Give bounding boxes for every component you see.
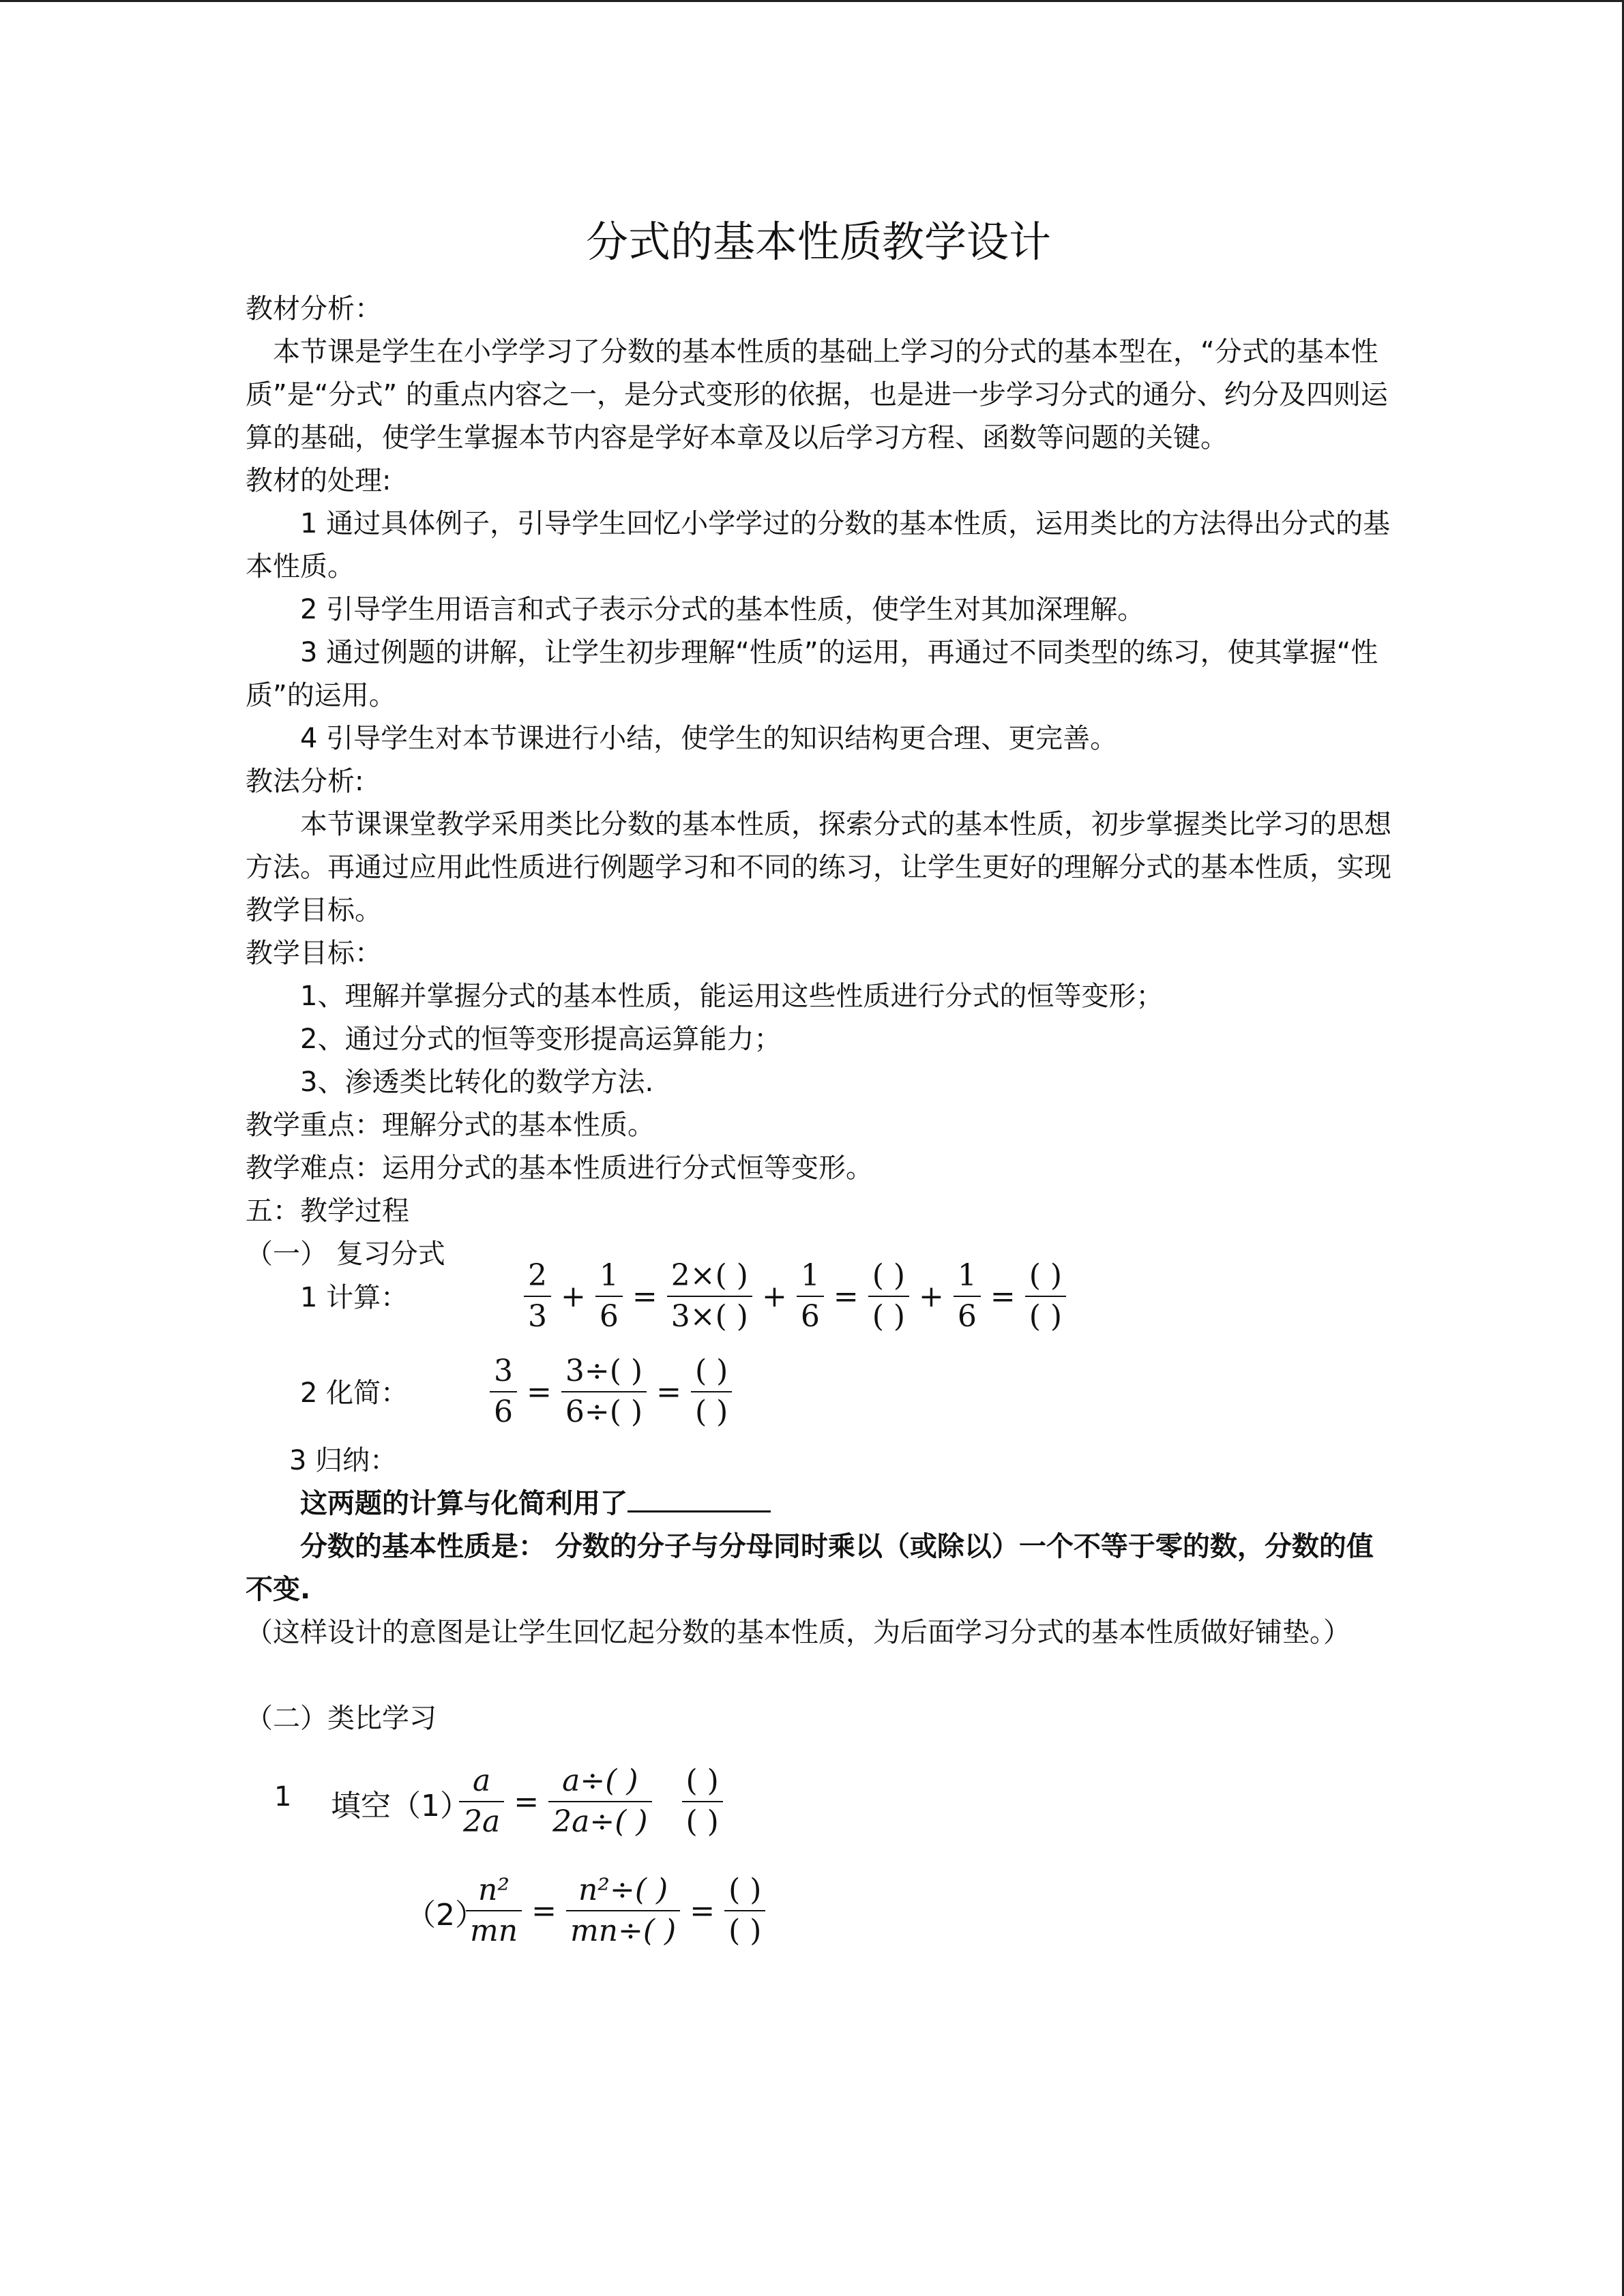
induction-label: 3 归纳： (289, 1445, 398, 1476)
fraction: $\frac{( )}{( )}$ (691, 1352, 732, 1432)
page-top-border (0, 0, 1624, 2)
answer-blank (628, 1483, 771, 1512)
section-heading-method-analysis: 教法分析: (246, 766, 364, 797)
induction-question: 这两题的计算与化简利用了 (246, 1482, 1391, 1525)
material-handling-item: 4 引导学生对本节课进行小结，使学生的知识结构更合理、更完善。 (300, 723, 1118, 754)
fraction-property-statement: 分数的基本性质是： 分数的分子与分母同时乘以（或除以）一个不等于零的数，分数的值不变. (246, 1531, 1374, 1605)
objective-item: 2、通过分式的恒等变形提高运算能力； (300, 1024, 782, 1055)
fraction: $\frac{a\div( )}{2a\div( )}$ (548, 1761, 651, 1842)
method-analysis-text: 本节课课堂教学采用类比分数的基本性质，探索分式的基本性质，初步掌握类比学习的思想方法。再通过应用此性质进行例题学习和不同的练习，让学生更好的理解分式的基本性质，实现教学目标。 (246, 809, 1391, 926)
fill-equation-2: $\frac{\text{n²}}{mn}$ = $\frac{\text{n²÷( )}}{mn\div( )}$ = $\frac{( )}{( )}$ (460, 1863, 771, 1958)
fill-exercise-1 (246, 1754, 1391, 1849)
fill-equation-1: $\frac{a}{2a}$ = $\frac{a\div( )}{2a\div( )}$ $\frac{( )}{( )}$ (454, 1754, 728, 1849)
exercise-number: 1 (274, 1781, 292, 1813)
material-handling-item: 3 通过例题的讲解，让学生初步理解“性质”的运用，再通过不同类型的练习，使其掌握“性质”的运用。 (246, 637, 1378, 711)
document-title: 分式的基本性质教学设计 (585, 217, 1051, 267)
material-handling-item: 1 通过具体例子，引导学生回忆小学学过的分数的基本性质，运用类比的方法得出分式的基本性质。 (246, 508, 1391, 582)
fraction: $\frac{2}{3}$ (524, 1256, 551, 1337)
simplify-equation: $\frac{3}{6}$ = $\frac{3\div( )}{6\div( )}$ = $\frac{( )}{( )}$ (484, 1344, 737, 1440)
document-page (246, 205, 1391, 1958)
fill-label-2: （2） (406, 1898, 485, 1933)
fill-label: 填空（1） (331, 1789, 470, 1823)
analogy-heading: （二）类比学习 (246, 1703, 437, 1734)
material-analysis-text: 本节课是学生在小学学习了分数的基本性质的基础上学习的分式的基本型在，“分式的基本性质”是“分式” 的重点内容之一，是分式变形的依据，也是进一步学习分式的通分、约分及四则运算的基础，使学生掌握本节内容是学好本章及以后学习方程、函数等问题的关键。 (246, 336, 1388, 453)
section-heading-objectives: 教学目标： (246, 938, 382, 969)
design-intent-note: （这样设计的意图是让学生回忆起分数的基本性质，为后面学习分式的基本性质做好铺垫。） (246, 1617, 1350, 1648)
fraction: $\frac{a}{2a}$ (459, 1761, 504, 1842)
simplify-exercise (246, 1344, 1391, 1440)
section-heading-material-analysis: 教材分析： (246, 293, 382, 325)
section-heading-material-handling: 教材的处理: (246, 465, 392, 496)
objective-item: 1、理解并掌握分式的基本性质，能运用这些性质进行分式的恒等变形； (300, 981, 1164, 1012)
key-point: 教学重点：理解分式的基本性质。 (246, 1109, 655, 1141)
fraction: $\frac{( )}{( )}$ (724, 1870, 765, 1951)
fraction: $\frac{3\div( )}{6\div( )}$ (561, 1352, 647, 1432)
fraction: $\frac{\text{n²}}{mn}$ (466, 1870, 522, 1951)
objective-item: 3、渗透类比转化的数学方法. (300, 1067, 654, 1098)
fraction: $\frac{( )}{( )}$ (868, 1256, 909, 1337)
fraction: $\frac{1}{6}$ (595, 1256, 623, 1337)
difficult-point: 教学难点：运用分式的基本性质进行分式恒等变形。 (246, 1152, 873, 1184)
simplify-label: 2 化简： (300, 1377, 409, 1409)
fraction: $\frac{2\times( )}{3\times( )}$ (667, 1256, 752, 1337)
fraction: $\frac{( )}{( )}$ (1025, 1256, 1066, 1337)
fraction: $\frac{1}{6}$ (954, 1256, 981, 1337)
material-handling-item: 2 引导学生用语言和式子表示分式的基本性质，使学生对其加深理解。 (300, 594, 1145, 625)
fill-exercise-2 (246, 1863, 1391, 1958)
fraction: $\frac{3}{6}$ (490, 1352, 517, 1432)
review-heading: （一） 复习分式 (246, 1238, 445, 1270)
fraction: $\frac{\text{n²÷( )}}{mn\div( )}$ (566, 1870, 680, 1951)
section-heading-process: 五：教学过程 (246, 1195, 409, 1227)
calc-equation: $\frac{2}{3}$ + $\frac{1}{6}$ = $\frac{2\times( )}{3\times( )}$ + $\frac{1}{6}$ = $\frac{( )}{( )}$ + $\frac{1}{6}$ = $\frac{( )}{( )}$ (518, 1249, 1072, 1344)
calc-label: 1 计算： (300, 1282, 409, 1313)
fraction: $\frac{( )}{( )}$ (682, 1761, 723, 1842)
fraction: $\frac{1}{6}$ (797, 1256, 824, 1337)
calc-exercise (246, 1249, 1391, 1344)
